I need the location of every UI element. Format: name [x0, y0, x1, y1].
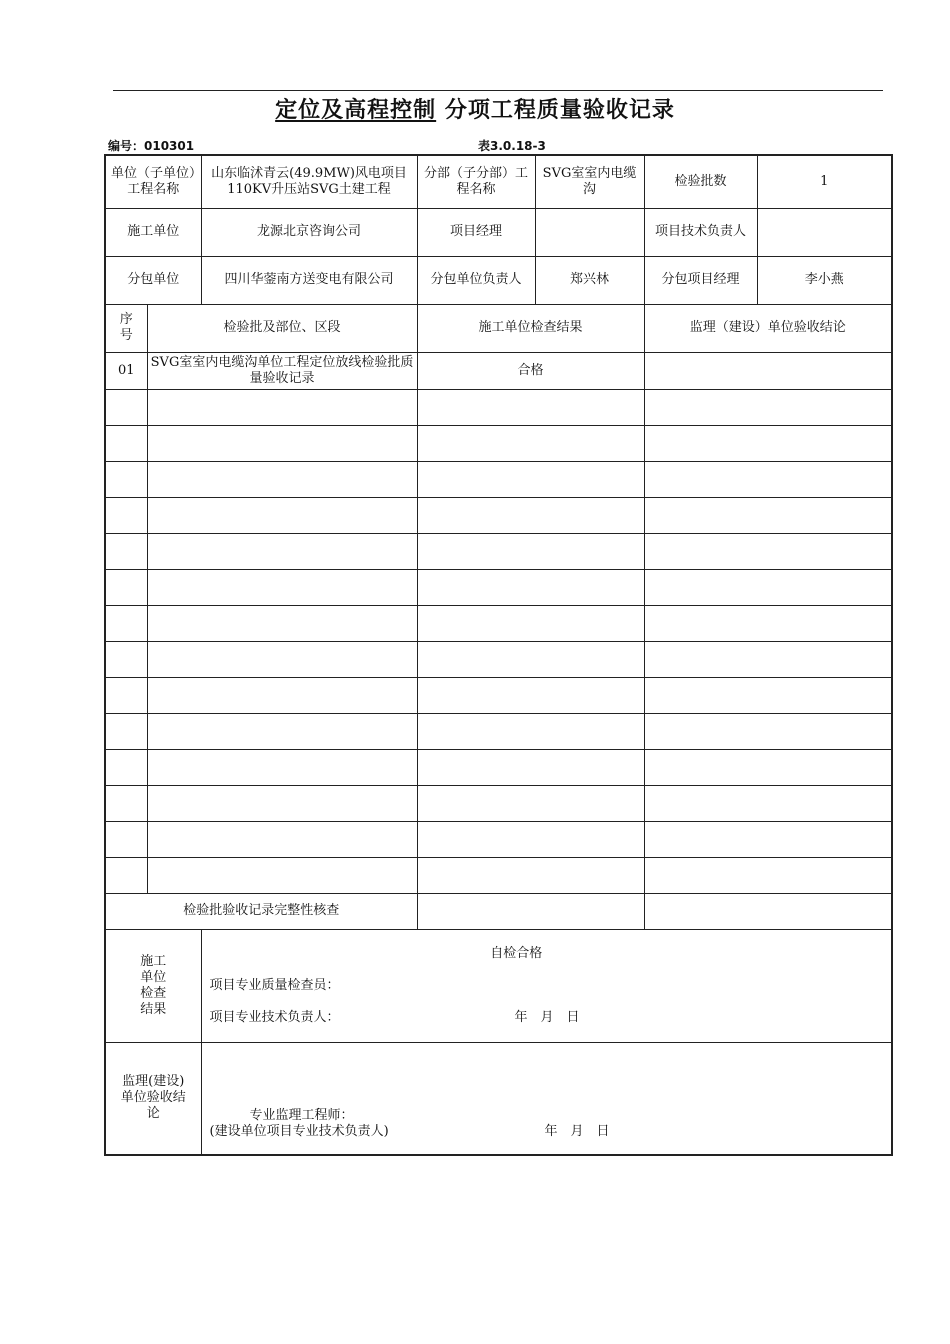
item-seq [105, 461, 147, 497]
item-result [417, 497, 644, 533]
item-conclusion [644, 857, 892, 893]
title-record-name: 分项工程质量验收记录 [444, 98, 675, 123]
item-seq [105, 605, 147, 641]
batch-count-label: 检验批数 [644, 155, 757, 208]
item-conclusion [644, 677, 892, 713]
item-batch [147, 785, 417, 821]
pm-value [535, 208, 644, 256]
item-batch [147, 533, 417, 569]
division-value: SVG室室内电缆沟 [535, 155, 644, 208]
item-result [417, 533, 644, 569]
contractor-check-block [201, 929, 892, 1042]
item-conclusion [644, 785, 892, 821]
item-result: 合格 [417, 352, 644, 389]
table-row [105, 749, 892, 785]
item-batch [147, 713, 417, 749]
item-rows [105, 352, 892, 893]
completeness-result [417, 893, 644, 929]
item-batch [147, 857, 417, 893]
item-batch [147, 569, 417, 605]
item-conclusion [644, 713, 892, 749]
sub-value: 四川华蓥南方送变电有限公司 [201, 256, 417, 304]
item-batch [147, 821, 417, 857]
quality-inspector-line: 项目专业质量检查员： [209, 977, 340, 993]
sub-pm-value: 李小燕 [757, 256, 892, 304]
item-conclusion [644, 389, 892, 425]
contractor-label: 施工单位 [105, 208, 201, 256]
supervisor-check-label: 监理(建设)单位验收结论 [105, 1042, 201, 1155]
item-seq [105, 749, 147, 785]
item-seq [105, 713, 147, 749]
item-result [417, 461, 644, 497]
table-row [105, 641, 892, 677]
item-seq [105, 641, 147, 677]
item-batch [147, 749, 417, 785]
item-seq [105, 425, 147, 461]
sub-lead-value: 郑兴林 [535, 256, 644, 304]
supervisor-date: 年 月 日 [544, 1124, 610, 1139]
item-result [417, 857, 644, 893]
item-seq [105, 785, 147, 821]
seq-header: 序号 [105, 304, 147, 352]
item-result [417, 677, 644, 713]
item-result [417, 389, 644, 425]
item-batch [147, 461, 417, 497]
title-subitem-name: 定位及高程控制 [275, 98, 437, 123]
table-row [105, 497, 892, 533]
table-row [105, 533, 892, 569]
page-title [0, 93, 950, 124]
self-check-text: 自检合格 [490, 945, 543, 961]
owner-tech-lead-line: (建设单位项目专业技术负责人) [209, 1124, 389, 1139]
unit-value: 山东临沭青云(49.9MW)风电项目110KV升压站SVG土建工程 [201, 155, 417, 208]
item-batch [147, 641, 417, 677]
item-conclusion [644, 569, 892, 605]
item-result [417, 713, 644, 749]
item-result [417, 785, 644, 821]
item-conclusion [644, 533, 892, 569]
acceptance-form [104, 154, 893, 1156]
item-seq [105, 569, 147, 605]
item-batch [147, 389, 417, 425]
contractor-check-label: 施工单位检查结果 [105, 929, 201, 1042]
tech-lead-sign-line: 项目专业技术负责人： [209, 1009, 340, 1025]
item-result [417, 569, 644, 605]
item-batch [147, 425, 417, 461]
tech-lead-value [757, 208, 892, 256]
sub-lead-label: 分包单位负责人 [417, 256, 535, 304]
item-conclusion [644, 352, 892, 389]
item-result [417, 425, 644, 461]
supervisor-check-block [201, 1042, 892, 1155]
top-rule [113, 90, 883, 91]
item-conclusion [644, 425, 892, 461]
item-result [417, 749, 644, 785]
batch-count-value: 1 [757, 155, 892, 208]
completeness-conclusion [644, 893, 892, 929]
item-seq [105, 533, 147, 569]
item-result [417, 821, 644, 857]
item-conclusion [644, 461, 892, 497]
item-conclusion [644, 605, 892, 641]
sub-label: 分包单位 [105, 256, 201, 304]
table-row [105, 785, 892, 821]
document-code: 编号：010301 [108, 139, 195, 153]
item-conclusion [644, 749, 892, 785]
table-row [105, 352, 892, 389]
item-conclusion [644, 641, 892, 677]
item-conclusion [644, 821, 892, 857]
contractor-date: 年 月 日 [514, 1009, 580, 1025]
item-seq [105, 677, 147, 713]
item-batch: SVG室室内电缆沟单位工程定位放线检验批质量验收记录 [147, 352, 417, 389]
result-header: 施工单位检查结果 [417, 304, 644, 352]
tech-lead-label: 项目技术负责人 [644, 208, 757, 256]
table-row [105, 821, 892, 857]
contractor-value: 龙源北京咨询公司 [201, 208, 417, 256]
item-result [417, 605, 644, 641]
item-result [417, 641, 644, 677]
supervising-engineer-line: 专业监理工程师： [249, 1108, 354, 1123]
item-seq [105, 389, 147, 425]
sub-pm-label: 分包项目经理 [644, 256, 757, 304]
item-seq [105, 497, 147, 533]
completeness-label: 检验批验收记录完整性核查 [105, 893, 417, 929]
item-batch [147, 677, 417, 713]
item-seq: 01 [105, 352, 147, 389]
table-row [105, 677, 892, 713]
table-number: 表3.0.18-3 [478, 139, 546, 153]
table-row [105, 713, 892, 749]
table-row [105, 605, 892, 641]
pm-label: 项目经理 [417, 208, 535, 256]
item-seq [105, 821, 147, 857]
table-row [105, 425, 892, 461]
table-row [105, 389, 892, 425]
table-row [105, 569, 892, 605]
unit-label: 单位（子单位）工程名称 [105, 155, 201, 208]
item-batch [147, 497, 417, 533]
table-row [105, 461, 892, 497]
item-seq [105, 857, 147, 893]
item-batch [147, 605, 417, 641]
table-row [105, 857, 892, 893]
division-label: 分部（子分部）工程名称 [417, 155, 535, 208]
item-conclusion [644, 497, 892, 533]
batch-header: 检验批及部位、区段 [147, 304, 417, 352]
conclusion-header: 监理（建设）单位验收结论 [644, 304, 892, 352]
